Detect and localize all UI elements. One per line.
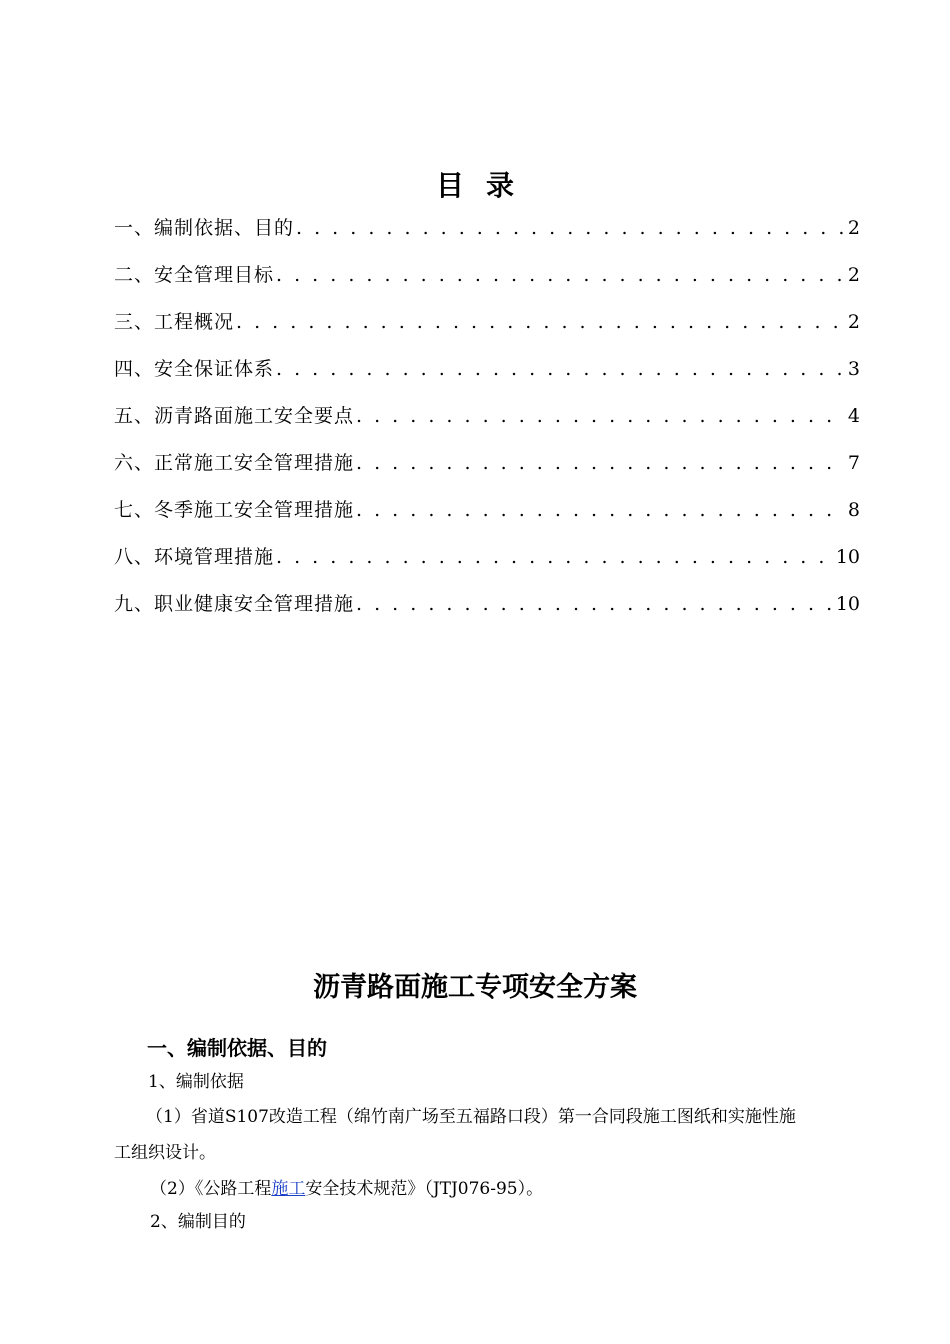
toc-entry-page: 7 [847,452,860,474]
item2-heading: 2、编制目的 [150,1212,246,1232]
toc-entry[interactable] [114,584,860,631]
toc-entry-page: 3 [847,358,860,380]
toc-entry-label: 一、编制依据、目的 [114,217,295,239]
toc-entry-page: 4 [847,405,860,427]
toc-leader-dots [356,584,834,624]
toc-entry-label: 七、冬季施工安全管理措施 [114,499,355,521]
toc-entry-label: 三、工程概况 [114,311,235,333]
toc-entry[interactable] [114,490,860,537]
toc-entry[interactable] [114,396,860,443]
section-heading: 一、编制依据、目的 [147,1036,327,1060]
toc-entry-page: 2 [847,217,860,239]
toc-entry-page: 10 [835,593,860,615]
toc-leader-dots [356,396,846,436]
toc-leader-dots [276,537,834,577]
toc-title: 目录 [435,169,536,202]
toc-entry[interactable] [114,302,860,349]
toc-entry[interactable] [114,443,860,490]
toc-entry[interactable] [114,349,860,396]
document-title: 沥青路面施工专项安全方案 [313,972,637,1003]
item2-paragraph [150,1175,543,1203]
toc-entry[interactable] [114,208,860,255]
toc-entry-label: 八、环境管理措施 [114,546,275,568]
toc-leader-dots [276,349,846,389]
toc-entry-page: 8 [847,499,860,521]
toc-entry-page: 10 [835,546,860,568]
construction-link[interactable]: 施工 [271,1179,306,1199]
toc-entry-label: 五、沥青路面施工安全要点 [114,405,355,427]
toc-leader-dots [276,255,846,295]
toc-leader-dots [236,302,846,342]
table-of-contents [114,208,860,631]
item1-paragraph [114,1103,860,1167]
toc-entry[interactable] [114,255,860,302]
toc-entry-page: 2 [847,264,860,286]
item1-text-line1: （1）省道S107改造工程（绵竹南广场至五福路口段）第一合同段施工图纸和实施性施 [146,1107,796,1127]
toc-entry-label: 二、安全管理目标 [114,264,275,286]
toc-leader-dots [296,208,846,248]
item1-text-line2: 工组织设计。 [114,1143,216,1163]
toc-leader-dots [356,490,846,530]
toc-entry-label: 九、职业健康安全管理措施 [114,593,355,615]
toc-entry[interactable] [114,537,860,584]
item2-suffix: 安全技术规范》（JTJ076-95）。 [305,1179,544,1199]
toc-leader-dots [356,443,846,483]
item2-prefix: （2）《公路工程 [150,1179,272,1199]
toc-entry-page: 2 [847,311,860,333]
toc-entry-label: 六、正常施工安全管理措施 [114,452,355,474]
item1-heading: 1、编制依据 [148,1072,244,1092]
toc-entry-label: 四、安全保证体系 [114,358,275,380]
